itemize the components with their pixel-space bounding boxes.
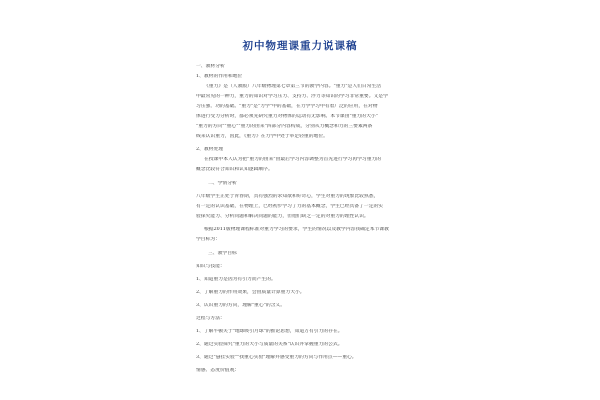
paragraph-line: 学目标为： <box>196 237 220 242</box>
paragraph-line: 概念比较符合知识和认知逻辑顺序。 <box>196 167 273 172</box>
section-heading-learner-analysis: 二、学情分析 <box>208 181 237 186</box>
paragraph-line: 中最常见的一种力，重力的知识对学习压力、支持力、浮力等知识的学习非常重要。又是学 <box>196 94 388 99</box>
goal-item: 1、了解牛顿关于"地球吸引月球"的推论思想，知道万有引力的存在。 <box>196 329 343 334</box>
paragraph-line: 体进行受力分析时，都必须先研究重力对物体的运动有无影响。本节课由"重力的大小" <box>196 114 378 119</box>
document-title: 初中物理课重力说课稿 <box>242 40 358 52</box>
goal-item: 1、知道重力是因为有引力而产生的。 <box>196 277 276 282</box>
subsection-heading: 1、教材的作用和地位 <box>196 74 243 79</box>
goal-item: 3、通过"悬挂实验""找重心实验"理解并感受重力的方向与作用点——重心。 <box>196 355 357 360</box>
section-heading-teaching-goals: 三、教学目标 <box>208 251 237 256</box>
paragraph-line: 八年级学生正处于青春期，具有强烈的求知欲和好奇心，学生对重力的现象比较熟悉， <box>196 194 379 199</box>
goal-item: 3、认识重力的方向，理解"重心"的含义。 <box>196 303 286 308</box>
paragraph-line: 线来认识重力，因此，《重力》在力学中处于举足轻重的地位。 <box>196 134 328 139</box>
paragraph-line: 验探究能力、分析问题和解决问题的能力，但他们缺乏一定的对重力的理性认识。 <box>196 214 369 219</box>
goal-item: 2、通过实验探究"重力的大小与质量的关系"认识并掌握重力的公式。 <box>196 342 343 347</box>
paragraph-line: 在授课中本人认为把"重力的由来"由最后学习内容调整为首先进行学习再学习重力的 <box>204 157 382 162</box>
paragraph-line: 《重力》是（人教版）八年级物理第七章第三节的教学内容。"重力"是人们日常生活 <box>204 84 382 89</box>
paragraph-line: 习压强、功的基础。"重力"是"力学"中的基础，在力学学习中有着广泛的应用，在对物 <box>196 104 378 109</box>
paragraph-line: 根据2011版物理课程标准对重力学习的要求，学生的情况以及教学内容我确定本节课教 <box>204 227 389 232</box>
goal-category: 过程与方法： <box>196 316 225 321</box>
section-heading-textbook-analysis: 一、教材分析 <box>196 64 225 69</box>
paragraph-line: "重力的方向""重心""重力的由来"四部分内容构成，分别从力概念和力的三要素两条 <box>196 124 373 129</box>
subsection-heading: 2、教材处理 <box>196 147 224 152</box>
paragraph-line: 有一定的认识基础，在物理上，已经初步学习了力的基本概念，学生已经具备了一定的实 <box>196 204 384 209</box>
goal-category: 知识与技能： <box>196 264 225 269</box>
goal-category: 情感、态度价值观： <box>196 368 240 373</box>
goal-item: 2、了解重力的作用效果，会由质量计算重力大小。 <box>196 290 305 295</box>
